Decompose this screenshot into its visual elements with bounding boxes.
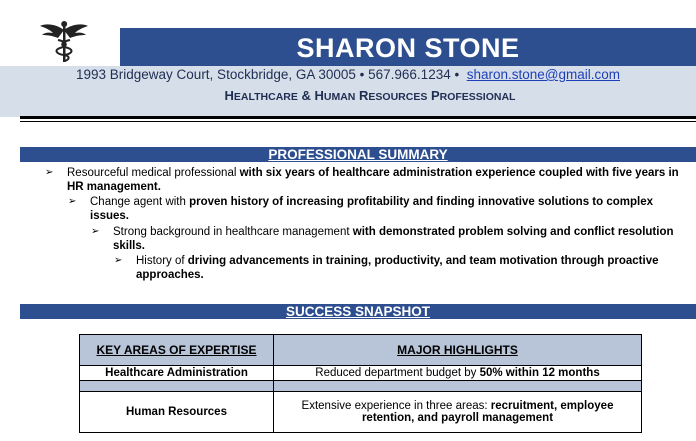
highlight-cell: Reduced department budget by 50% within 12 months xyxy=(274,366,642,381)
snapshot-table xyxy=(79,334,642,433)
contact-address-phone: 1993 Bridgeway Court, Stockbridge, GA 30005 • 567.966.1234 • xyxy=(75,67,460,82)
table-row xyxy=(80,366,642,381)
expertise-cell: Human Resources xyxy=(80,392,274,433)
expertise-column-header: KEY AREAS OF EXPERTISE xyxy=(80,335,274,366)
highlight-cell: Extensive experience in three areas: recruitment, employee retention, and payroll management xyxy=(274,392,642,433)
table-row xyxy=(80,392,642,433)
arrow-bullet-icon: ➢ xyxy=(91,226,100,237)
arrow-bullet-icon: ➢ xyxy=(114,255,123,266)
table-spacer-row xyxy=(80,381,642,392)
arrow-bullet-icon: ➢ xyxy=(68,196,77,207)
highlights-column-header: MAJOR HIGHLIGHTS xyxy=(274,335,642,366)
snapshot-section-title: SUCCESS SNAPSHOT xyxy=(285,304,431,319)
email-link[interactable]: sharon.stone@gmail.com xyxy=(466,67,620,82)
contact-line xyxy=(0,66,696,83)
summary-bullet-4: ➢ History of driving advancements in training, productivity, and team motivation through proactive approaches. xyxy=(114,255,659,281)
professional-tagline: HEALTHCARE & HUMAN RESOURCES PROFESSIONAL xyxy=(224,88,516,103)
summary-section-title: PROFESSIONAL SUMMARY xyxy=(268,147,448,162)
table-header-row xyxy=(80,335,642,366)
summary-bullet-2: ➢ Change agent with proven history of increasing profitability and finding innovative solutions to complex issues. xyxy=(68,196,653,222)
summary-bullet-1: ➢ Resourceful medical professional with six years of healthcare administration experience coupled with five years in HR management. xyxy=(45,167,679,193)
caduceus-logo-icon xyxy=(38,20,90,64)
arrow-bullet-icon: ➢ xyxy=(45,167,54,178)
header-divider-thin xyxy=(20,121,696,122)
header-divider-thick xyxy=(20,116,696,119)
summary-bullet-3: ➢ Strong background in healthcare management with demonstrated problem solving and conflict resolution skills. xyxy=(91,226,674,252)
expertise-cell: Healthcare Administration xyxy=(80,366,274,381)
candidate-name: SHARON STONE xyxy=(296,33,520,63)
